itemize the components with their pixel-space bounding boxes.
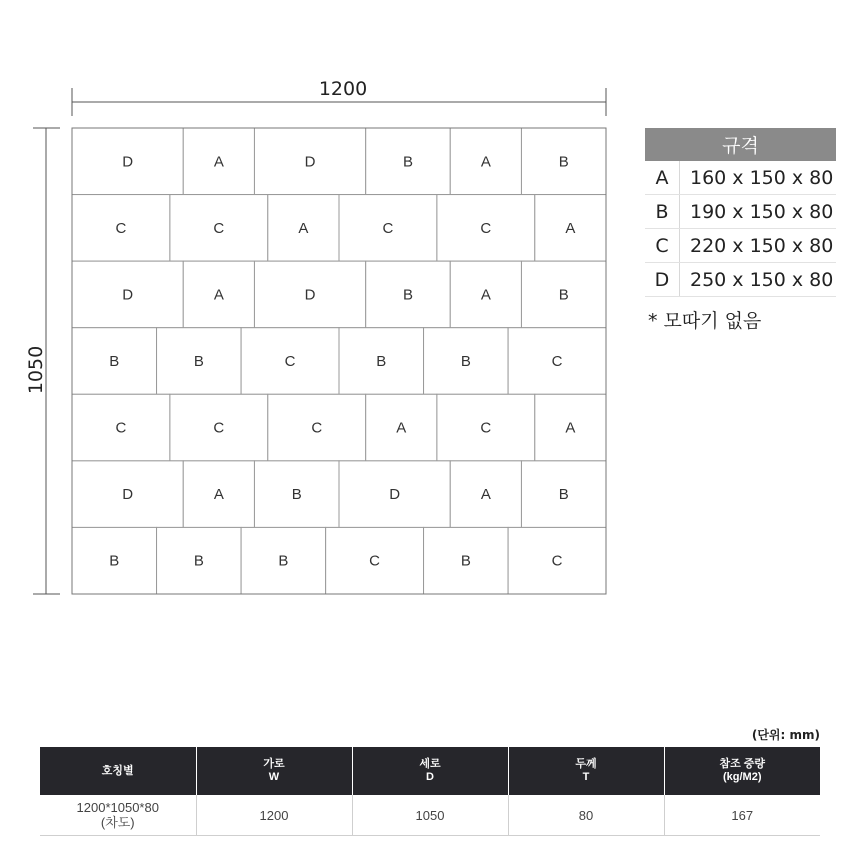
spec-value: 190 x 150 x 80	[690, 200, 834, 223]
brick-label: D	[304, 153, 316, 171]
header-name: 호칭별	[40, 747, 196, 795]
spec-note: * 모따기 없음	[648, 310, 762, 332]
table-row	[40, 795, 820, 836]
spec-row-a	[645, 161, 836, 195]
brick-label: C	[284, 353, 296, 370]
brick-label: C	[311, 419, 323, 437]
brick-label: A	[565, 219, 576, 237]
header-weight: 참조 중량 (kg/M2)	[664, 747, 820, 795]
spec-value: 220 x 150 x 80	[690, 234, 834, 257]
cell-width: 1200	[196, 795, 352, 836]
brick-label: C	[480, 219, 492, 237]
spec-table	[645, 128, 836, 297]
brick-label: C	[213, 219, 225, 237]
brick-label: D	[122, 486, 134, 504]
table-header-row	[40, 747, 820, 795]
brick-label: B	[109, 552, 120, 570]
brick-label: C	[213, 419, 225, 437]
spec-key: C	[645, 229, 680, 262]
brick-label: A	[480, 286, 491, 304]
brick-label: C	[551, 353, 563, 370]
brick-label: B	[402, 153, 413, 171]
brick-label: C	[369, 552, 381, 570]
brick-label: B	[460, 353, 471, 370]
cell-thickness: 80	[508, 795, 664, 836]
brick-grid	[72, 128, 606, 594]
header-depth: 세로 D	[352, 747, 508, 795]
brick-label: B	[558, 153, 569, 171]
product-spec-table	[40, 747, 820, 836]
brick-label: C	[551, 552, 563, 570]
brick-label: D	[122, 286, 134, 304]
brick-label: D	[304, 286, 316, 304]
width-dimension-label: 1200	[318, 78, 368, 100]
spec-value: 160 x 150 x 80	[690, 166, 834, 189]
brick-label: B	[109, 353, 120, 370]
brick-label: B	[291, 486, 302, 504]
brick-label: B	[558, 286, 569, 304]
height-dimension-label: 1050	[25, 345, 47, 395]
spec-row-b	[645, 195, 836, 229]
brick-label: B	[193, 353, 204, 370]
brick-label: B	[278, 552, 289, 570]
spec-value: 250 x 150 x 80	[690, 268, 834, 291]
brick-label: C	[480, 419, 492, 437]
cell-weight: 167	[664, 795, 820, 836]
brick-label: D	[122, 153, 134, 171]
spec-row-d	[645, 263, 836, 297]
brick-label: B	[402, 286, 413, 304]
spec-key: B	[645, 195, 680, 228]
header-width: 가로 W	[196, 747, 352, 795]
brick-label: A	[298, 219, 309, 237]
brick-label: A	[565, 419, 576, 437]
cell-depth: 1050	[352, 795, 508, 836]
brick-label: B	[558, 486, 569, 504]
spec-row-c	[645, 229, 836, 263]
brick-label: A	[480, 153, 491, 171]
brick-label: A	[213, 286, 224, 304]
unit-note: (단위: mm)	[751, 728, 820, 742]
brick-label: C	[382, 219, 394, 237]
brick-label: B	[193, 552, 204, 570]
brick-label: B	[376, 353, 387, 370]
spec-key: A	[645, 161, 680, 194]
brick-label: A	[213, 153, 224, 171]
spec-title: 규격	[645, 128, 836, 161]
brick-label: B	[460, 552, 471, 570]
cell-name: 1200*1050*80 (차도)	[40, 795, 196, 836]
header-thickness: 두께 T	[508, 747, 664, 795]
brick-label: C	[115, 419, 127, 437]
brick-label: A	[396, 419, 407, 437]
spec-key: D	[645, 263, 680, 296]
brick-label: C	[115, 219, 127, 237]
brick-label: A	[213, 486, 224, 504]
brick-label: A	[480, 486, 491, 504]
brick-label: D	[389, 486, 401, 504]
